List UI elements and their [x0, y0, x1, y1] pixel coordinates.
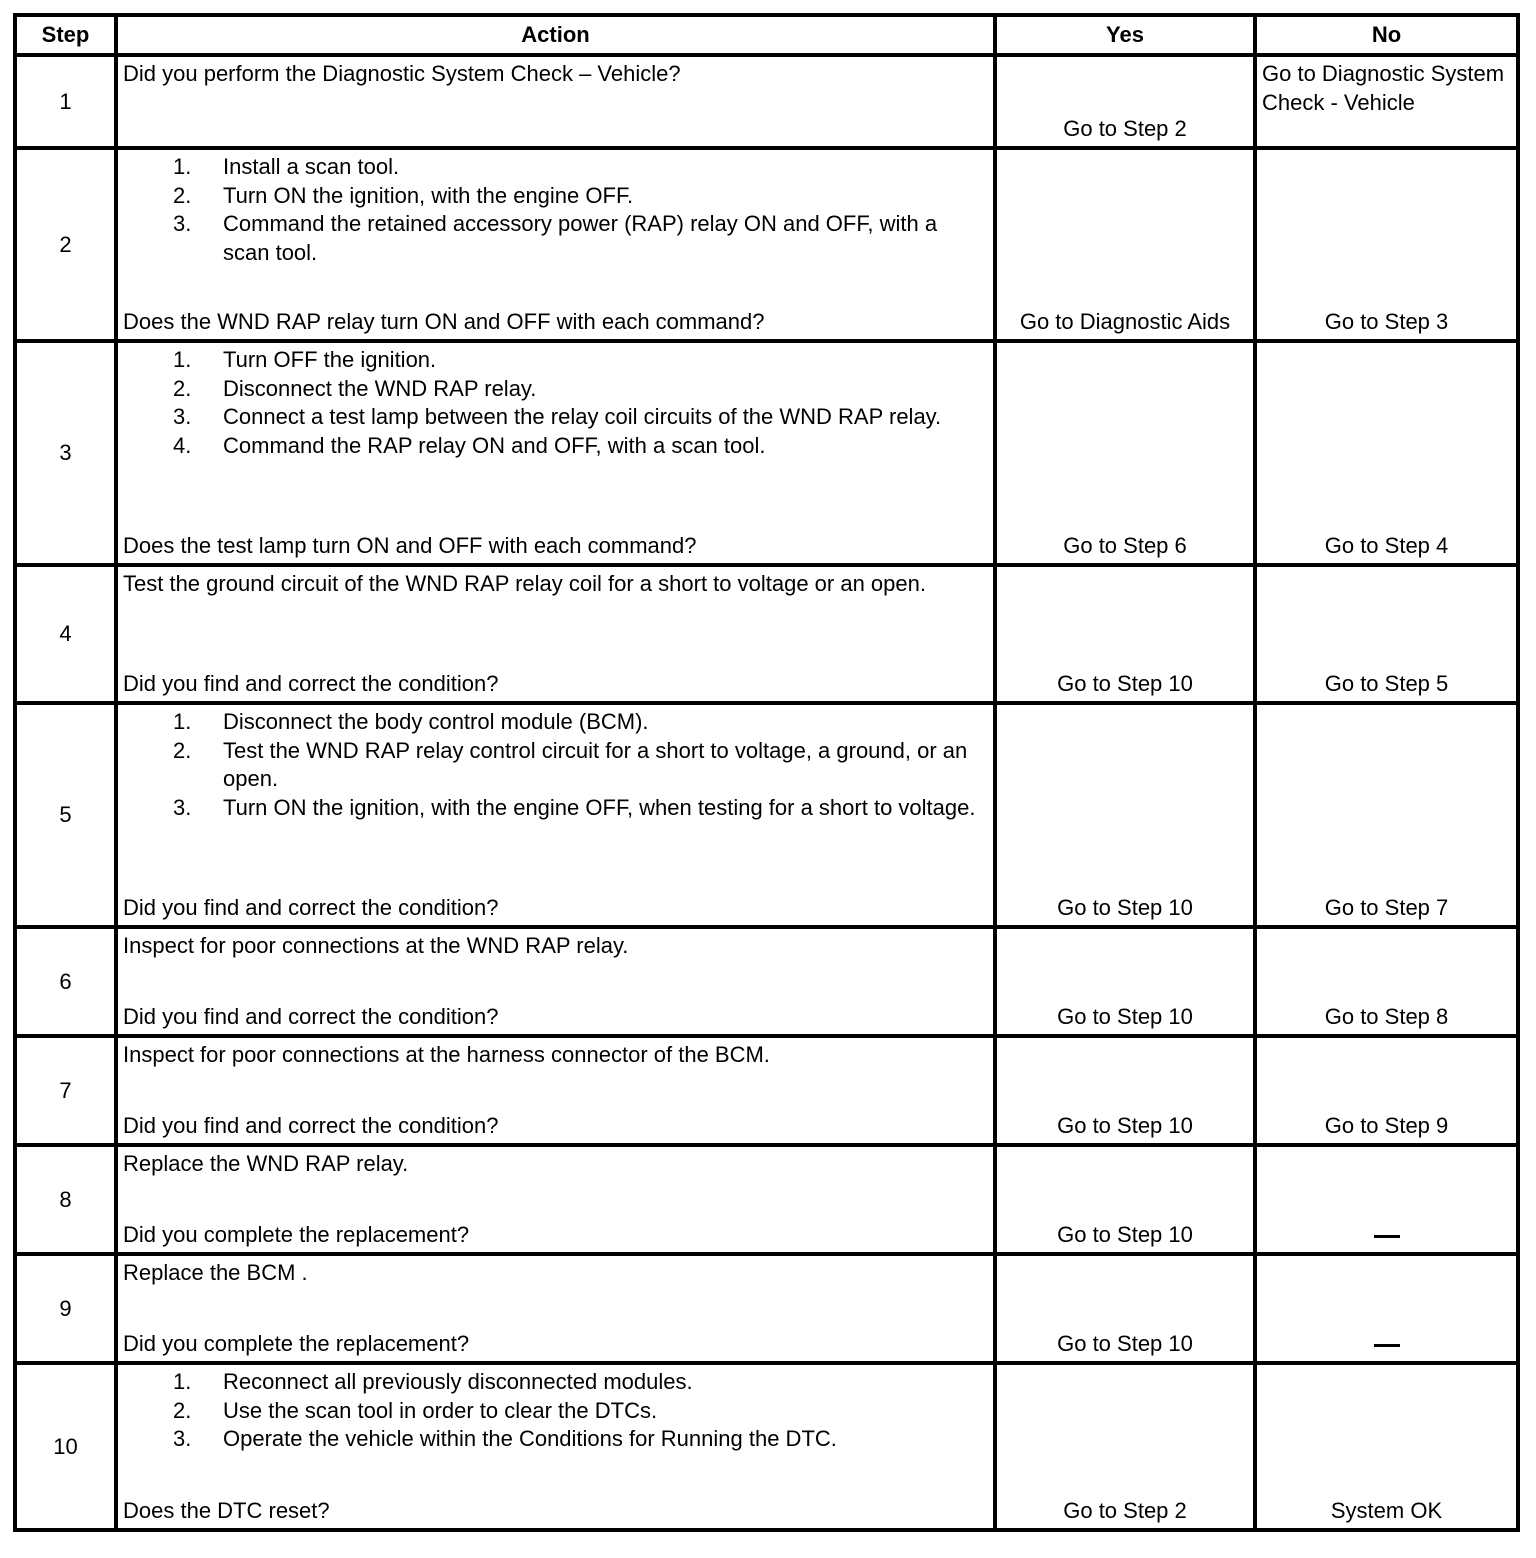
list-number: 2.	[173, 1397, 192, 1423]
list-item	[123, 432, 988, 461]
action-intro: Did you perform the Diagnostic System Check – Vehicle?	[123, 61, 681, 86]
no-cell: Go to Step 4	[1255, 341, 1518, 565]
table-row	[15, 1145, 1518, 1254]
list-item	[123, 403, 988, 432]
yes-cell: Go to Step 10	[995, 565, 1255, 703]
table-row	[15, 1036, 1518, 1145]
list-item	[123, 737, 988, 794]
table-row	[15, 565, 1518, 703]
no-cell	[1255, 1254, 1518, 1363]
list-text: Install a scan tool.	[223, 154, 400, 179]
no-cell: Go to Step 3	[1255, 148, 1518, 341]
action-intro: Test the ground circuit of the WND RAP relay coil for a short to voltage or an open.	[123, 571, 926, 596]
list-text: Operate the vehicle within the Conditions for Running the DTC.	[223, 1426, 837, 1452]
list-text: Reconnect all previously disconnected modules.	[223, 1369, 693, 1394]
list-number: 3.	[173, 1426, 192, 1452]
list-number: 2.	[173, 737, 192, 763]
list-item	[123, 346, 988, 375]
list-item	[123, 708, 988, 737]
table-row	[15, 341, 1518, 565]
action-question: Does the DTC reset?	[123, 1498, 330, 1524]
action-cell	[116, 927, 995, 1036]
list-number: 1.	[173, 709, 192, 734]
diagnostic-table	[13, 13, 1520, 1532]
action-steps	[123, 708, 988, 823]
list-number: 3.	[173, 795, 192, 821]
step-number: 7	[15, 1036, 116, 1145]
action-intro: Inspect for poor connections at the WND RAP relay.	[123, 933, 629, 958]
action-intro: Replace the BCM .	[123, 1260, 308, 1285]
list-text: Command the RAP relay ON and OFF, with a scan tool.	[223, 433, 766, 459]
action-cell	[116, 1363, 995, 1530]
step-number: 1	[15, 55, 116, 148]
step-number: 10	[15, 1363, 116, 1530]
action-intro: Inspect for poor connections at the harness connector of the BCM.	[123, 1042, 770, 1067]
action-question: Did you complete the replacement?	[123, 1331, 470, 1357]
list-text: Command the retained accessory power (RAP) relay ON and OFF, with a scan tool.	[223, 211, 938, 266]
action-steps	[123, 153, 988, 268]
action-intro: Replace the WND RAP relay.	[123, 1151, 409, 1176]
list-text: Test the WND RAP relay control circuit for a short to voltage, a ground, or an open.	[223, 737, 968, 792]
list-text: Disconnect the body control module (BCM).	[223, 709, 649, 734]
step-number: 3	[15, 341, 116, 565]
header-yes: Yes	[995, 15, 1255, 55]
list-number: 3.	[173, 211, 192, 237]
header-row	[15, 15, 1518, 55]
list-text: Turn OFF the ignition.	[223, 347, 437, 372]
action-question: Did you find and correct the condition?	[123, 895, 499, 921]
list-item	[123, 1425, 988, 1454]
table-row	[15, 1363, 1518, 1530]
no-cell: Go to Step 8	[1255, 927, 1518, 1036]
yes-cell: Go to Step 10	[995, 1254, 1255, 1363]
list-item	[123, 1397, 988, 1426]
yes-cell: Go to Step 2	[995, 55, 1255, 148]
list-number: 1.	[173, 1369, 192, 1394]
action-cell	[116, 148, 995, 341]
header-step: Step	[15, 15, 116, 55]
action-cell	[116, 341, 995, 565]
header-action: Action	[116, 15, 995, 55]
dash	[1374, 1235, 1400, 1238]
no-cell	[1255, 1145, 1518, 1254]
step-number: 4	[15, 565, 116, 703]
yes-cell: Go to Diagnostic Aids	[995, 148, 1255, 341]
step-number: 2	[15, 148, 116, 341]
action-cell	[116, 703, 995, 927]
no-cell: Go to Step 5	[1255, 565, 1518, 703]
header-no: No	[1255, 15, 1518, 55]
action-question: Did you complete the replacement?	[123, 1222, 470, 1248]
action-question: Did you find and correct the condition?	[123, 671, 499, 697]
table-row	[15, 927, 1518, 1036]
action-question: Does the test lamp turn ON and OFF with each command?	[123, 533, 697, 559]
yes-cell: Go to Step 2	[995, 1363, 1255, 1530]
list-text: Turn ON the ignition, with the engine OFF.	[223, 182, 634, 208]
yes-cell: Go to Step 10	[995, 1145, 1255, 1254]
step-number: 9	[15, 1254, 116, 1363]
list-number: 4.	[173, 433, 192, 459]
action-cell	[116, 1036, 995, 1145]
list-text: Use the scan tool in order to clear the DTCs.	[223, 1397, 658, 1423]
action-steps	[123, 346, 988, 461]
table-row	[15, 1254, 1518, 1363]
action-cell	[116, 1254, 995, 1363]
yes-cell: Go to Step 10	[995, 1036, 1255, 1145]
table-row	[15, 148, 1518, 341]
step-number: 8	[15, 1145, 116, 1254]
list-item	[123, 1368, 988, 1397]
list-number: 1.	[173, 347, 192, 372]
step-number: 5	[15, 703, 116, 927]
table-row	[15, 703, 1518, 927]
no-cell: Go to Step 7	[1255, 703, 1518, 927]
list-item	[123, 182, 988, 211]
action-cell	[116, 55, 995, 148]
action-question: Did you find and correct the condition?	[123, 1113, 499, 1139]
step-number: 6	[15, 927, 116, 1036]
list-number: 2.	[173, 182, 192, 208]
action-question: Did you find and correct the condition?	[123, 1004, 499, 1030]
list-text: Disconnect the WND RAP relay.	[223, 375, 537, 401]
action-cell	[116, 1145, 995, 1254]
action-cell	[116, 565, 995, 703]
no-cell: Go to Step 9	[1255, 1036, 1518, 1145]
no-cell: Go to Diagnostic System Check - Vehicle	[1255, 55, 1518, 148]
list-item	[123, 153, 988, 182]
table-row	[15, 55, 1518, 148]
list-number: 2.	[173, 375, 192, 401]
list-item	[123, 210, 988, 267]
list-number: 3.	[173, 404, 192, 430]
list-text: Turn ON the ignition, with the engine OFF, when testing for a short to voltage.	[223, 795, 976, 821]
action-question: Does the WND RAP relay turn ON and OFF with each command?	[123, 309, 765, 335]
no-cell: System OK	[1255, 1363, 1518, 1530]
list-item	[123, 794, 988, 823]
list-number: 1.	[173, 154, 192, 179]
yes-cell: Go to Step 10	[995, 703, 1255, 927]
action-steps	[123, 1368, 988, 1454]
list-text: Connect a test lamp between the relay coil circuits of the WND RAP relay.	[223, 404, 942, 430]
dash	[1374, 1344, 1400, 1347]
yes-cell: Go to Step 6	[995, 341, 1255, 565]
list-item	[123, 375, 988, 404]
yes-cell: Go to Step 10	[995, 927, 1255, 1036]
